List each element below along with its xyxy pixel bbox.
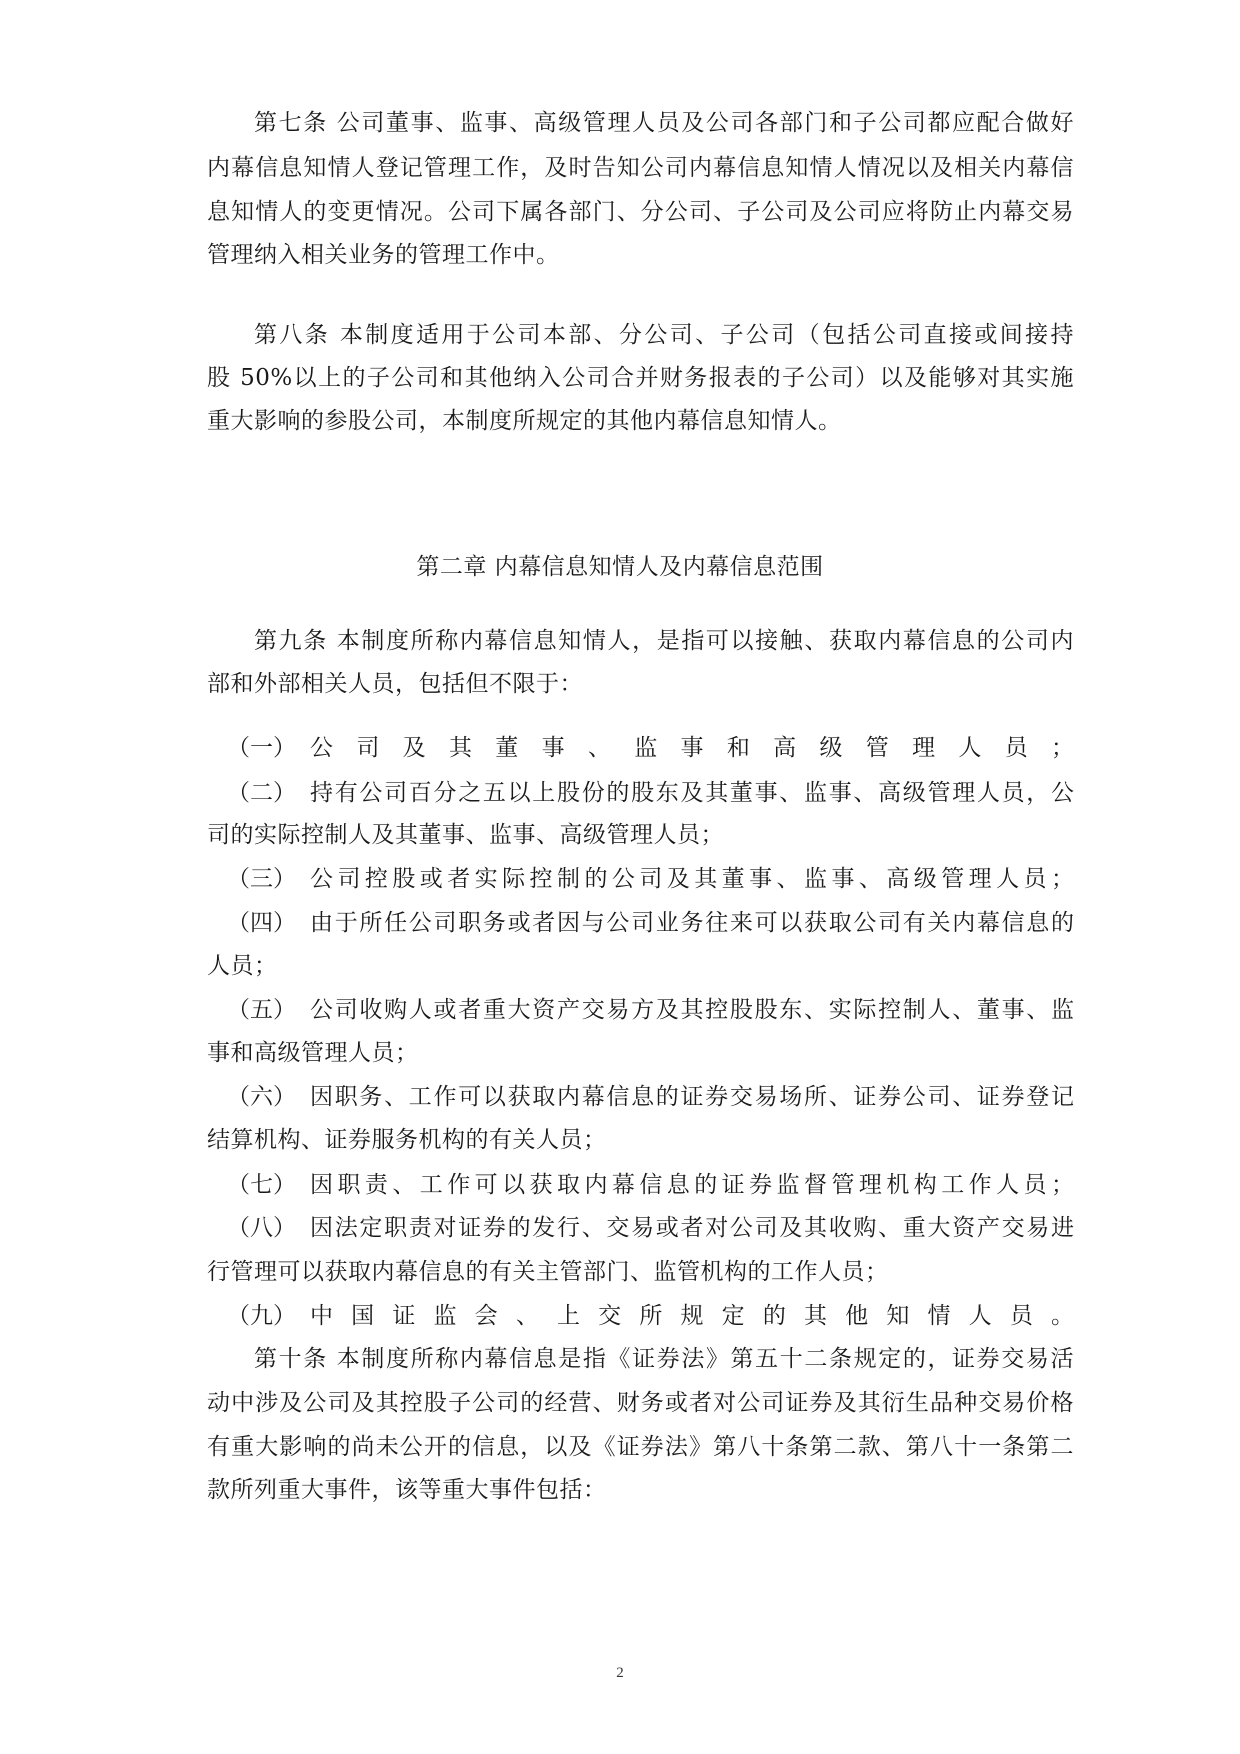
list-item-number: （八） <box>227 1215 296 1241</box>
list-item-text: 公司收购人或者重大资产交易方及其控股股东、实际控制人、董事、监 <box>310 997 1074 1023</box>
list-item-number: （四） <box>227 910 296 936</box>
list-item-number: （六） <box>227 1084 296 1110</box>
list-item-text: 因职务、工作可以获取内幕信息的证券交易场所、证券公司、证券登记 <box>310 1084 1074 1110</box>
list-item-text: 持有公司百分之五以上股份的股东及其董事、监事、高级管理人员，公 <box>310 780 1074 806</box>
list-item-number: （七） <box>227 1172 296 1198</box>
article-7-line-2: 内幕信息知情人登记管理工作，及时告知公司内幕信息知情人情况以及相关内幕信 <box>207 155 1074 181</box>
article-9-line-1: 第九条 本制度所称内幕信息知情人，是指可以接触、获取内幕信息的公司内 <box>254 628 1074 654</box>
list-item-number: （九） <box>227 1303 296 1329</box>
list-item-number: （一） <box>227 735 296 761</box>
list-item-number: （三） <box>227 866 296 892</box>
list-item-text-cont: 事和高级管理人员； <box>207 1040 419 1066</box>
article-9-line-2: 部和外部相关人员，包括但不限于： <box>207 671 583 697</box>
article-10-line-1: 第十条 本制度所称内幕信息是指《证券法》第五十二条规定的，证券交易活 <box>254 1346 1074 1372</box>
list-item-text: 因职责、工作可以获取内幕信息的证券监督管理机构工作人员； <box>310 1172 1074 1198</box>
article-10-line-3: 有重大影响的尚未公开的信息，以及《证券法》第八十条第二款、第八十一条第二 <box>207 1434 1074 1460</box>
article-8-line-1: 第八条 本制度适用于公司本部、分公司、子公司（包括公司直接或间接持 <box>254 322 1074 348</box>
list-item-text: 中国证监会、上交所规定的其他知情人员。 <box>310 1303 1074 1329</box>
list-item-text-cont: 结算机构、证券服务机构的有关人员； <box>207 1127 607 1153</box>
article-10-line-4: 款所列重大事件，该等重大事件包括： <box>207 1477 607 1503</box>
list-item-text-cont: 司的实际控制人及其董事、监事、高级管理人员； <box>207 822 724 848</box>
list-item-number: （二） <box>227 780 296 806</box>
page-number: 2 <box>616 1665 624 1681</box>
article-10-line-2: 动中涉及公司及其控股子公司的经营、财务或者对公司证券及其衍生品种交易价格 <box>207 1390 1074 1416</box>
article-7-line-1: 第七条 公司董事、监事、高级管理人员及公司各部门和子公司都应配合做好 <box>254 110 1074 136</box>
list-item-text-cont: 人员； <box>207 953 278 979</box>
article-7-line-4: 管理纳入相关业务的管理工作中。 <box>207 242 560 268</box>
list-item-text: 因法定职责对证券的发行、交易或者对公司及其收购、重大资产交易进 <box>310 1215 1074 1241</box>
chapter-title: 第二章 内幕信息知情人及内幕信息范围 <box>416 554 824 580</box>
list-item-text: 由于所任公司职务或者因与公司业务往来可以获取公司有关内幕信息的 <box>310 910 1074 936</box>
list-item-text-cont: 行管理可以获取内幕信息的有关主管部门、监管机构的工作人员； <box>207 1259 889 1285</box>
article-7-line-3: 息知情人的变更情况。公司下属各部门、分公司、子公司及公司应将防止内幕交易 <box>207 199 1074 225</box>
list-item-text: 公司及其董事、监事和高级管理人员； <box>310 735 1074 761</box>
list-item-number: （五） <box>227 997 296 1023</box>
list-item-text: 公司控股或者实际控制的公司及其董事、监事、高级管理人员； <box>310 866 1074 892</box>
article-8-line-3: 重大影响的参股公司，本制度所规定的其他内幕信息知情人。 <box>207 408 842 434</box>
article-8-line-2: 股 50%以上的子公司和其他纳入公司合并财务报表的子公司）以及能够对其实施 <box>207 365 1074 391</box>
